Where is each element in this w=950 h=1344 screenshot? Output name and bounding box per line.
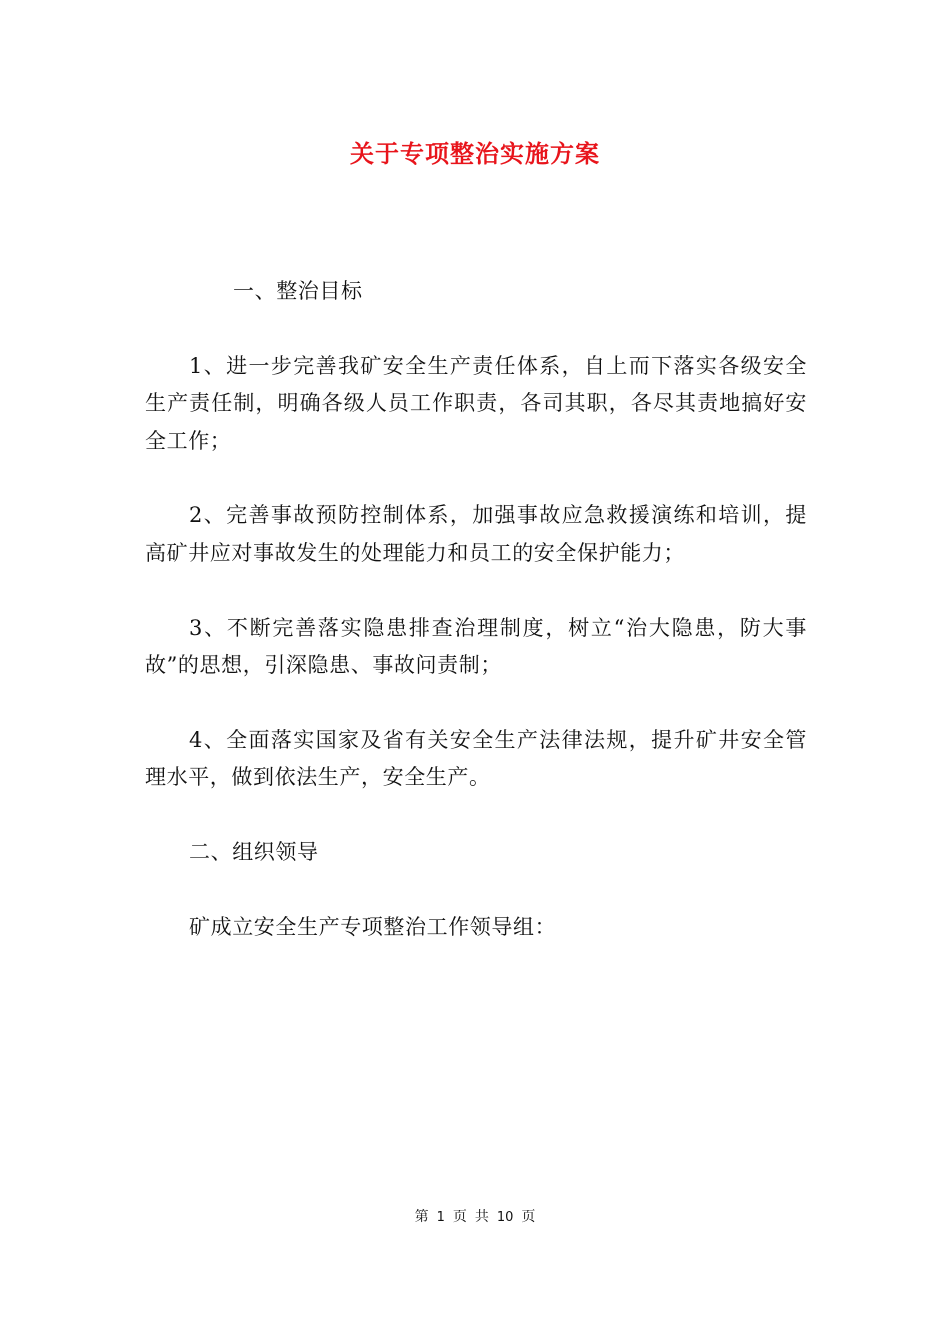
footer-middle1: 页 [452,1209,467,1225]
footer-page-number: 1 [436,1210,445,1225]
page-footer [0,1207,950,1228]
paragraph-leadership-group: 矿成立安全生产专项整治工作领导组： [189,914,557,939]
document-body [145,273,807,946]
paragraph-item-4: 4、全面落实国家及省有关安全生产法律法规，提升矿井安全管理水平，做到依法生产，安全生产。 [145,727,807,790]
section-heading-organization: 二、组织领导 [189,840,319,865]
paragraph-item-1: 1、进一步完善我矿安全生产责任体系，自上而下落实各级安全生产责任制，明确各级人员工作职责，各司其职，各尽其责地搞好安全工作； [145,353,807,453]
section-heading-goals: 一、整治目标 [233,279,363,303]
paragraph-item-3: 3、不断完善落实隐患排查治理制度，树立“治大隐患，防大事故”的思想，引深隐患、事故问责制； [145,615,807,678]
document-title: 关于专项整治实施方案 [350,139,600,168]
footer-middle2: 共 [474,1209,489,1225]
footer-total-pages: 10 [496,1210,514,1225]
paragraph-item-2: 2、完善事故预防控制体系，加强事故应急救援演练和培训，提高矿井应对事故发生的处理能力和员工的安全保护能力； [145,503,807,565]
footer-suffix: 页 [521,1209,536,1225]
footer-prefix: 第 [414,1209,429,1225]
